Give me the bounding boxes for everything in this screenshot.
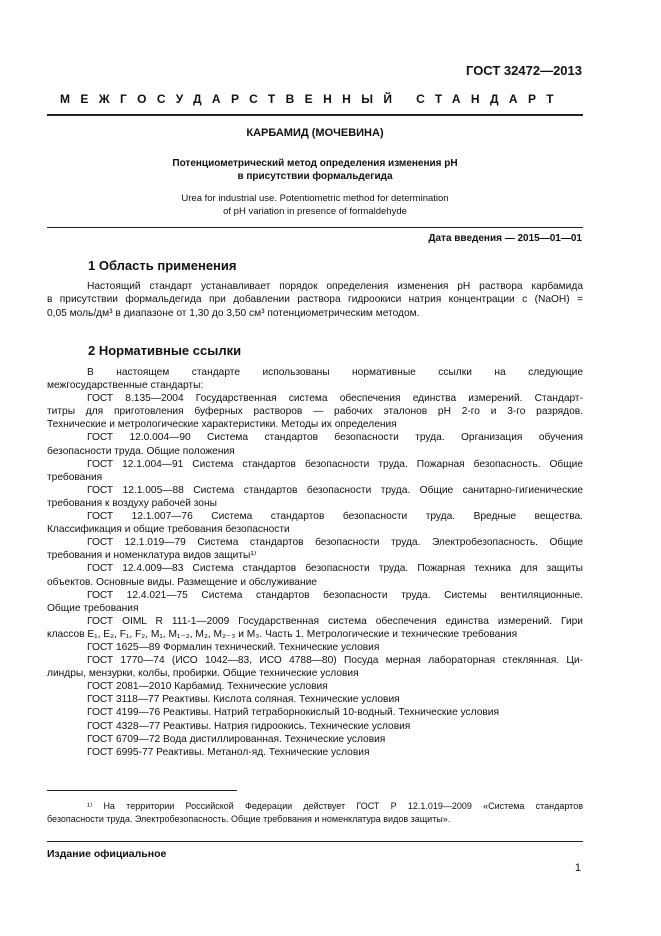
reference-line: ГОСТ 6995-77 Реактивы. Метанол-яд. Технические условия: [87, 746, 370, 758]
reference-line: классов E₁, E₂, F₁, F₂, M₁, M₁₋₂, M₂, M₂₋₃ и M₃. Часть 1. Метрологические и технические требования: [47, 628, 518, 640]
reference-line: Технические и метрологические характеристики. Методы их определения: [47, 419, 397, 431]
reference-line: ГОСТ 8.135—2004 Государственная система обеспечения единства измерений. Стандарт-: [87, 393, 583, 405]
reference-line: ГОСТ 1770—74 (ИСО 1042—83, ИСО 4788—80) Посуда мерная лабораторная стеклянная. Ци-: [87, 655, 583, 667]
reference-line: ГОСТ 12.1.004—91 Система стандартов безопасности труда. Пожарная безопасность. Общие: [87, 458, 583, 470]
document-subtitle: [47, 157, 583, 183]
footer-divider: [47, 841, 583, 842]
standard-number: ГОСТ 32472—2013: [466, 63, 582, 78]
english-title-line: Urea for industrial use. Potentiometric method for determination: [181, 193, 449, 204]
reference-line: ГОСТ OIML R 111-1—2009 Государственная система обеспечения единства измерений. Гири: [87, 615, 583, 627]
interstate-standard-label: МЕЖГОСУДАРСТВЕННЫЙ СТАНДАРТ: [60, 92, 564, 106]
footnote-divider: [47, 790, 237, 791]
page-number: 1: [574, 862, 581, 874]
reference-line: В настоящем стандарте использованы нормативные ссылки на следующие: [87, 367, 583, 378]
section-1-body: [47, 280, 583, 320]
introduction-date: Дата введения — 2015—01—01: [428, 233, 582, 244]
reference-line: ГОСТ 12.1.019—79 Система стандартов безопасности труда. Электробезопасность. Общие: [87, 537, 583, 549]
footnote: [47, 800, 583, 825]
intro-date-divider: [47, 227, 583, 228]
reference-line: межгосударственные стандарты:: [47, 380, 204, 392]
reference-line: требования и номенклатура видов защиты¹⁾: [47, 550, 257, 562]
reference-line: требования к воздуху рабочей зоны: [47, 497, 217, 509]
footnote-line: ¹⁾ На территории Российской Федерации действует ГОСТ Р 12.1.019—2009 «Система стандартов: [87, 801, 583, 811]
reference-line: ГОСТ 4199—76 Реактивы. Натрий тетраборнокислый 10-водный. Технические условия: [87, 707, 499, 719]
reference-line: ГОСТ 12.1.007—76 Система стандартов безопасности труда. Вредные вещества.: [87, 511, 583, 523]
reference-line: линдры, мензурки, колбы, пробирки. Общие технические условия: [47, 668, 359, 680]
reference-line: ГОСТ 12.4.009—83 Система стандартов безопасности труда. Пожарная техника для защиты: [87, 563, 583, 575]
official-edition-label: Издание официальное: [47, 848, 167, 860]
reference-line: объектов. Основные виды. Размещение и обслуживание: [47, 576, 317, 588]
reference-line: ГОСТ 4328—77 Реактивы. Натрия гидроокись. Технические условия: [87, 720, 411, 732]
text-line: Настоящий стандарт устанавливает порядок определения изменения pH раствора карбамида: [87, 281, 583, 292]
reference-line: ГОСТ 12.0.004—90 Система стандартов безопасности труда. Организация обучения: [87, 432, 583, 444]
reference-line: требования: [47, 471, 103, 483]
subtitle-line: в присутствии формальдегида: [237, 171, 393, 182]
reference-line: Общие требования: [47, 602, 139, 614]
reference-line: ГОСТ 2081—2010 Карбамид. Технические условия: [87, 681, 328, 693]
reference-line: Классификация и общие требования безопасности: [47, 524, 290, 536]
reference-line: ГОСТ 1625—89 Формалин технический. Технические условия: [87, 641, 380, 653]
english-title-line: of pH variation in presence of formaldehyde: [223, 205, 407, 217]
reference-line: ГОСТ 12.1.005—88 Система стандартов безопасности труда. Общие санитарно-гигиенические: [87, 484, 583, 496]
section-1-heading: 1 Область применения: [88, 258, 237, 273]
section-2-heading: 2 Нормативные ссылки: [88, 343, 242, 358]
reference-line: ГОСТ 3118—77 Реактивы. Кислота соляная. Технические условия: [87, 694, 400, 706]
text-line: 0,05 моль/дм³ в диапазоне от 1,30 до 3,50 см³ потенциометрическим методом.: [47, 307, 420, 319]
header-divider: [47, 114, 583, 116]
reference-line: титры для приготовления буферных растворов — рабочих эталонов pH 2-го и 3-го разрядов.: [47, 406, 583, 418]
reference-line: ГОСТ 6709—72 Вода дистиллированная. Технические условия: [87, 733, 386, 745]
normative-references-list: [47, 366, 583, 759]
english-title: [47, 193, 583, 218]
reference-line: ГОСТ 12.4.021—75 Система стандартов безопасности труда. Системы вентиляционные.: [87, 589, 583, 601]
subtitle-line: Потенциометрический метод определения изменения pH: [172, 158, 458, 169]
footnote-line: безопасности труда. Электробезопасность. Общие требования и номенклатура видов защиты».: [47, 813, 451, 824]
document-title: КАРБАМИД (МОЧЕВИНА): [246, 127, 384, 139]
text-line: в присутствии формальдегида при добавлении раствора гидроокиси натрия концентрации c (NaOH) =: [47, 294, 583, 306]
reference-line: безопасности труда. Общие положения: [47, 445, 235, 457]
